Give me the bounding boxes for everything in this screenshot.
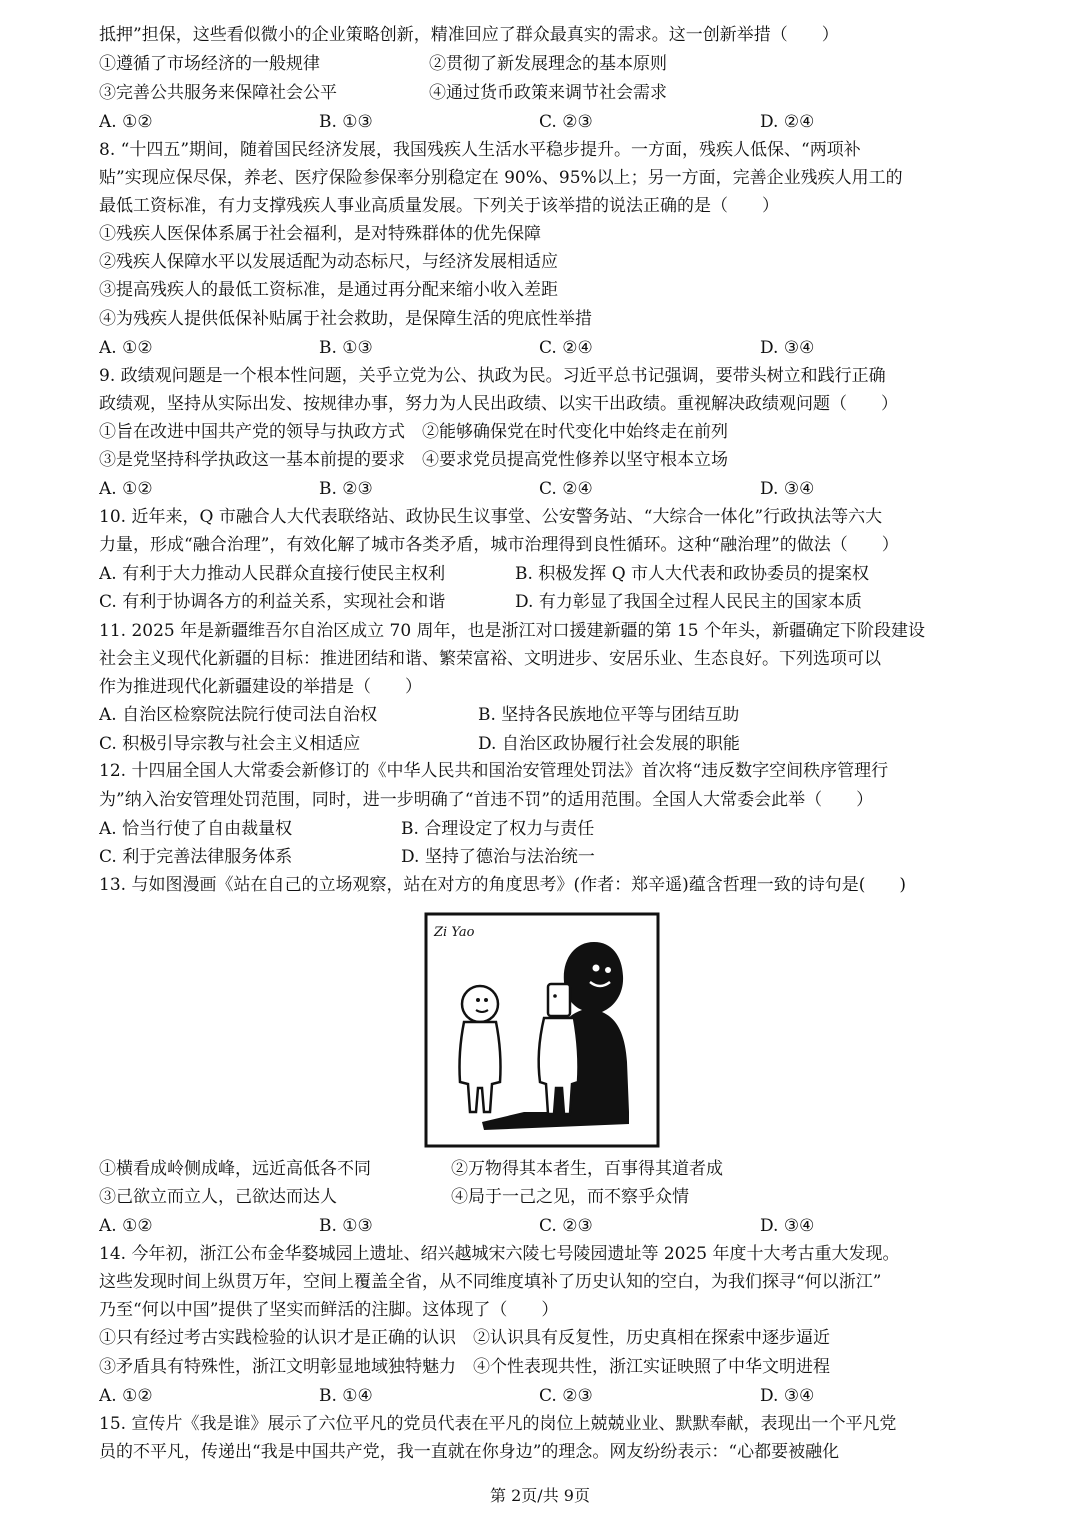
q10-options-row2 xyxy=(99,588,989,616)
q8-stem-line3: 最低工资标准，有力支撑残疾人事业高质量发展。下列关于该举措的说法正确的是（ ） xyxy=(99,196,779,216)
q9-option-a[interactable]: A. ①② xyxy=(99,479,153,499)
q14-option-b[interactable]: B. ①④ xyxy=(319,1386,373,1406)
q9-option-c[interactable]: C. ②④ xyxy=(539,479,593,499)
q12-option-c[interactable]: C. 利于完善法律服务体系 xyxy=(99,847,293,867)
q10-option-d[interactable]: D. 有力彰显了我国全过程人民民主的国家本质 xyxy=(515,592,862,612)
q10-options-row1 xyxy=(99,560,989,588)
q7-options xyxy=(99,108,989,136)
q13-option-d[interactable]: D. ③④ xyxy=(760,1216,815,1236)
middle-figure-head xyxy=(548,984,570,1016)
q8-statement-1: ①残疾人医保体系属于社会福利，是对特殊群体的优先保障 xyxy=(99,224,541,244)
q8-statement-4: ④为残疾人提供低保补贴属于社会救助，是保障生活的兜底性举措 xyxy=(99,309,592,329)
q7-statements-row1 xyxy=(99,50,989,78)
q8-statement-2: ②残疾人保障水平以发展适配为动态标尺，与经济发展相适应 xyxy=(99,252,558,272)
q14-option-a[interactable]: A. ①② xyxy=(99,1386,153,1406)
q13-option-c[interactable]: C. ②③ xyxy=(539,1216,593,1236)
silhouette-eye xyxy=(605,967,611,973)
q9-option-b[interactable]: B. ②③ xyxy=(319,479,373,499)
q8-options xyxy=(99,334,989,362)
q13-statement-2: ②万物得其本者生，百事得其道者成 xyxy=(451,1159,723,1179)
cartoon-image xyxy=(424,912,660,1148)
q8-statement-3: ③提高残疾人的最低工资标准，是通过再分配来缩小收入差距 xyxy=(99,280,558,300)
q13-stem: 13. 与如图漫画《站在自己的立场观察，站在对方的角度思考》(作者：郑辛遥)蕴含哲理一致的诗句是( ) xyxy=(99,875,906,895)
q12-options-row1 xyxy=(99,815,989,843)
q14-statements-3-4: ③矛盾具有特殊性，浙江文明彰显地域独特魅力 ④个性表现共性，浙江实证映照了中华文明进程 xyxy=(99,1357,830,1377)
q7-statement-1: ①遵循了市场经济的一般规律 xyxy=(99,54,320,74)
q7-option-d[interactable]: D. ②④ xyxy=(760,112,815,132)
q12-option-d[interactable]: D. 坚持了德治与法治统一 xyxy=(401,847,595,867)
q13-options xyxy=(99,1212,989,1240)
q8-option-b[interactable]: B. ①③ xyxy=(319,338,373,358)
q13-option-b[interactable]: B. ①③ xyxy=(319,1216,373,1236)
q14-option-c[interactable]: C. ②③ xyxy=(539,1386,593,1406)
q10-stem-line2: 力量，形成“融合治理”，有效化解了城市各类矛盾，城市治理得到良性循环。这种“融治理”的做法（ ） xyxy=(99,535,899,555)
q9-statements-1-2: ①旨在改进中国共产党的领导与执政方式 ②能够确保党在时代变化中始终走在前列 xyxy=(99,422,728,442)
q11-option-d[interactable]: D. 自治区政协履行社会发展的职能 xyxy=(478,734,740,754)
q7-statement-4: ④通过货币政策来调节社会需求 xyxy=(429,83,667,103)
q14-stem-line3: 乃至“何以中国”提供了坚实而鲜活的注脚。这体现了（ ） xyxy=(99,1300,559,1320)
q11-stem-line2: 社会主义现代化新疆的目标：推进团结和谐、繁荣富裕、文明进步、安居乐业、生态良好。下列选项可以 xyxy=(99,649,881,669)
q13-statement-3: ③己欲立而立人，己欲达而达人 xyxy=(99,1187,337,1207)
q12-options-row2 xyxy=(99,843,989,871)
q7-statement-2: ②贯彻了新发展理念的基本原则 xyxy=(429,54,667,74)
q11-option-b[interactable]: B. 坚持各民族地位平等与团结互助 xyxy=(478,705,740,725)
q10-option-b[interactable]: B. 积极发挥 Q 市人大代表和政协委员的提案权 xyxy=(515,564,870,584)
q7-option-a[interactable]: A. ①② xyxy=(99,112,153,132)
q8-stem-line1: 8. “十四五”期间，随着国民经济发展，我国残疾人生活水平稳步提升。一方面，残疾人低保、“两项补 xyxy=(99,140,861,160)
q9-option-d[interactable]: D. ③④ xyxy=(760,479,815,499)
q8-stem-line2: 贴”实现应保尽保，养老、医疗保险参保率分别稳定在 90%、95%以上；另一方面，完善企业残疾人用工的 xyxy=(99,168,903,188)
q13-statement-4: ④局于一己之见，而不察乎众情 xyxy=(451,1187,689,1207)
q11-stem-line3: 作为推进现代化新疆建设的举措是（ ） xyxy=(99,677,422,697)
q14-statements-1-2: ①只有经过考古实践检验的认识才是正确的认识 ②认识具有反复性，历史真相在探索中逐步逼近 xyxy=(99,1328,830,1348)
q14-stem-line1: 14. 今年初，浙江公布金华婺城园上遗址、绍兴越城宋六陵七号陵园遗址等 2025 年度十大考古重大发现。 xyxy=(99,1244,900,1264)
q13-statements-row1 xyxy=(99,1155,989,1183)
q9-stem-line2: 政绩观，坚持从实际出发、按规律办事，努力为人民出政绩、以实干出政绩。重视解决政绩观问题（ ） xyxy=(99,394,898,414)
q9-options xyxy=(99,475,989,503)
q7-stem: 抵押”担保，这些看似微小的企业策略创新，精准回应了群众最真实的需求。这一创新举措（ ） xyxy=(99,25,839,45)
q13-statements-row2 xyxy=(99,1183,989,1211)
q12-stem-line1: 12. 十四届全国人大常委会新修订的《中华人民共和国治安管理处罚法》首次将“违反数字空间秩序管理行 xyxy=(99,761,889,781)
q8-option-a[interactable]: A. ①② xyxy=(99,338,153,358)
q7-statements-row2 xyxy=(99,79,989,107)
q10-option-a[interactable]: A. 有利于大力推动人民群众直接行使民主权利 xyxy=(99,564,446,584)
q12-stem-line2: 为”纳入治安管理处罚范围，同时，进一步明确了“首违不罚”的适用范围。全国人大常委会此举（ ） xyxy=(99,790,874,810)
q8-option-c[interactable]: C. ②④ xyxy=(539,338,593,358)
q8-option-d[interactable]: D. ③④ xyxy=(760,338,815,358)
q7-option-b[interactable]: B. ①③ xyxy=(319,112,373,132)
cartoon-signature: Zi Yao xyxy=(434,925,475,940)
q11-stem-line1: 11. 2025 年是新疆维吾尔自治区成立 70 周年，也是浙江对口援建新疆的第 15 个年头，新疆确定下阶段建设 xyxy=(99,621,925,641)
q11-option-c[interactable]: C. 积极引导宗教与社会主义相适应 xyxy=(99,734,361,754)
q11-options-row1 xyxy=(99,701,989,729)
q12-option-b[interactable]: B. 合理设定了权力与责任 xyxy=(401,819,595,839)
q11-options-row2 xyxy=(99,730,989,758)
q15-stem-line2: 员的不平凡，传递出“我是中国共产党，我一直就在你身边”的理念。网友纷纷表示：“心都要被融化 xyxy=(99,1442,840,1462)
q9-statements-3-4: ③是党坚持科学执政这一基本前提的要求 ④要求党员提高党性修养以坚守根本立场 xyxy=(99,450,728,470)
silhouette-eye xyxy=(593,965,600,972)
q11-option-a[interactable]: A. 自治区检察院法院行使司法自治权 xyxy=(99,705,378,725)
q10-stem-line1: 10. 近年来，Q 市融合人大代表联络站、政协民生议事堂、公安警务站、“大综合一体化”行政执法等六大 xyxy=(99,507,883,527)
q14-options xyxy=(99,1382,989,1410)
q15-stem-line1: 15. 宣传片《我是谁》展示了六位平凡的党员代表在平凡的岗位上兢兢业业、默默奉献，表现出一个平凡党 xyxy=(99,1414,897,1434)
q7-option-c[interactable]: C. ②③ xyxy=(539,112,593,132)
q14-option-d[interactable]: D. ③④ xyxy=(760,1386,815,1406)
q14-stem-line2: 这些发现时间上纵贯万年，空间上覆盖全省，从不同维度填补了历史认知的空白，为我们探寻“何以浙江” xyxy=(99,1272,882,1292)
q7-statement-3: ③完善公共服务来保障社会公平 xyxy=(99,83,337,103)
q12-option-a[interactable]: A. 恰当行使了自由裁量权 xyxy=(99,819,293,839)
q13-statement-1: ①横看成岭侧成峰，远近高低各不同 xyxy=(99,1159,371,1179)
page-number: 第 2页/共 9页 xyxy=(490,1486,590,1505)
q13-option-a[interactable]: A. ①② xyxy=(99,1216,153,1236)
q9-stem-line1: 9. 政绩观问题是一个根本性问题，关乎立党为公、执政为民。习近平总书记强调，要带头树立和践行正确 xyxy=(99,366,886,386)
q10-option-c[interactable]: C. 有利于协调各方的利益关系，实现社会和谐 xyxy=(99,592,446,612)
left-figure-head xyxy=(462,986,498,1022)
